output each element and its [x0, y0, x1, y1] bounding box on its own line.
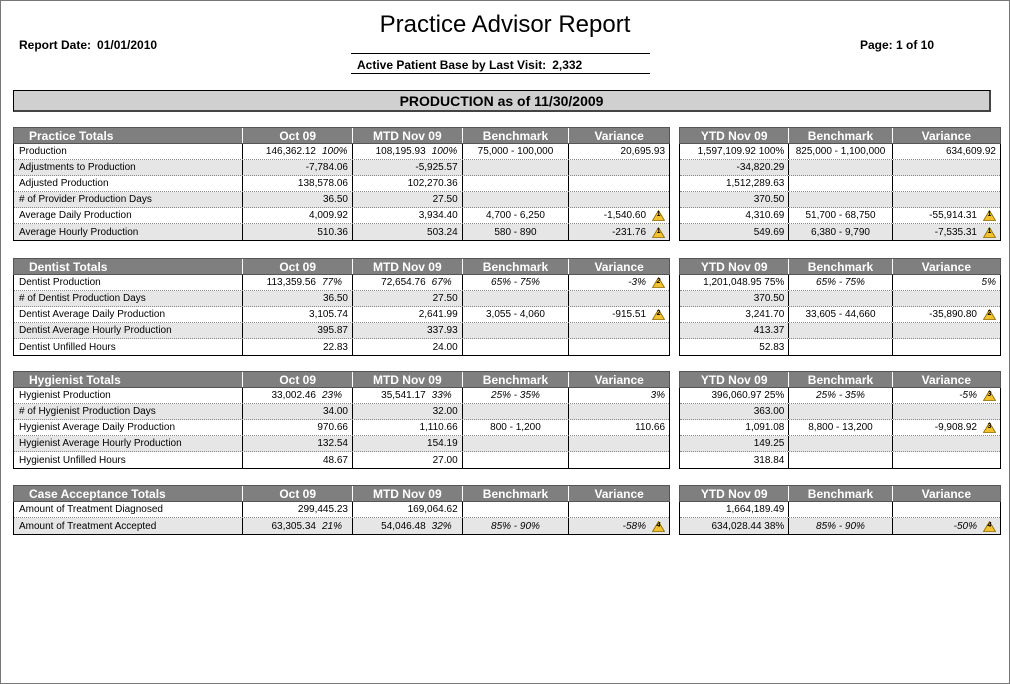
cell-ytd: 370.50	[680, 291, 789, 306]
col-ytd-benchmark: Benchmark	[789, 486, 892, 501]
section-body	[13, 275, 670, 356]
cell-mtd: 503.24	[353, 224, 463, 240]
warning-level-icon: 1	[652, 227, 665, 238]
cell-oct: 48.67	[243, 452, 353, 468]
cell-mtd: 2,641.99	[353, 307, 463, 322]
cell-benchmark	[463, 176, 570, 191]
col-ytd-variance: Variance	[921, 128, 972, 143]
section-table-left	[13, 258, 670, 356]
cell-benchmark: 580 - 890	[463, 224, 570, 240]
cell-oct: 22.83	[243, 339, 353, 355]
cell-ytd: 634,028.44 38%	[680, 518, 789, 534]
cell-ytd: 4,310.69	[680, 208, 789, 223]
cell-ytd-variance: 5%	[981, 277, 996, 288]
cell-ytd-benchmark	[789, 436, 892, 451]
col-variance: Variance	[594, 259, 644, 274]
section-header	[13, 371, 670, 388]
cell-ytd-variance	[893, 452, 1000, 468]
cell-ytd-variance: -35,890.80 2	[893, 307, 1000, 322]
cell-ytd-benchmark: 6,380 - 9,790	[789, 224, 892, 240]
cell-oct: 510.36	[243, 224, 353, 240]
col-benchmark: Benchmark	[463, 372, 570, 387]
table-row	[680, 518, 1000, 534]
col-ytd-benchmark: Benchmark	[789, 259, 892, 274]
table-row	[680, 224, 1000, 240]
cell-ytd-benchmark	[789, 339, 892, 355]
table-row	[680, 307, 1000, 323]
cell-benchmark: 75,000 - 100,000	[463, 144, 570, 159]
section-header	[13, 258, 670, 275]
cell-variance	[569, 452, 669, 468]
cell-ytd: 396,060.97 25%	[680, 388, 789, 403]
cell-mtd: 32.00	[353, 404, 463, 419]
table-row	[680, 291, 1000, 307]
col-benchmark: Benchmark	[463, 128, 570, 143]
section-title: Dentist Totals	[14, 259, 243, 274]
section-table-left	[13, 127, 670, 241]
col-mtd: MTD Nov 09	[353, 259, 463, 274]
row-label: Average Daily Production	[14, 208, 243, 223]
cell-mtd: -5,925.57	[353, 160, 463, 175]
section-header	[13, 485, 670, 502]
cell-ytd-variance	[893, 404, 1000, 419]
col-variance: Variance	[594, 128, 644, 143]
col-ytd-variance: Variance	[921, 259, 972, 274]
cell-mtd: 154.19	[353, 436, 463, 451]
cell-oct: -7,784.06	[243, 160, 353, 175]
cell-benchmark	[463, 160, 570, 175]
cell-ytd: -34,820.29	[680, 160, 789, 175]
col-ytd: YTD Nov 09	[680, 486, 789, 501]
cell-ytd-benchmark	[789, 323, 892, 338]
table-row	[680, 192, 1000, 208]
table-row	[14, 502, 669, 518]
col-ytd-variance: Variance	[921, 486, 972, 501]
section-body	[13, 502, 670, 535]
cell-oct: 138,578.06	[243, 176, 353, 191]
cell-oct: 299,445.23	[243, 502, 353, 517]
cell-mtd: 1,110.66	[353, 420, 463, 435]
cell-ytd-benchmark: 33,605 - 44,660	[789, 307, 892, 322]
row-label: # of Hygienist Production Days	[14, 404, 243, 419]
cell-oct: 36.50	[243, 291, 353, 306]
warning-level-icon: 3	[983, 390, 996, 401]
cell-ytd: 549.69	[680, 224, 789, 240]
col-ytd-variance: Variance	[921, 372, 972, 387]
warning-level-icon: 3	[983, 422, 996, 433]
table-row	[14, 339, 669, 355]
report-date	[19, 38, 157, 52]
cell-benchmark	[463, 323, 570, 338]
table-row	[14, 176, 669, 192]
row-label: Dentist Average Daily Production	[14, 307, 243, 322]
col-oct: Oct 09	[243, 486, 353, 501]
col-ytd-benchmark: Benchmark	[789, 372, 892, 387]
cell-variance: 20,695.93	[620, 146, 666, 157]
cell-ytd-variance	[893, 323, 1000, 338]
cell-oct: 132.54	[243, 436, 353, 451]
cell-benchmark	[463, 192, 570, 207]
cell-ytd-variance	[893, 160, 1000, 175]
cell-ytd: 318.84	[680, 452, 789, 468]
row-label: Hygienist Unfilled Hours	[14, 452, 243, 468]
cell-oct: 63,305.34 21%	[243, 518, 353, 534]
table-row	[14, 291, 669, 307]
cell-ytd: 52.83	[680, 339, 789, 355]
cell-ytd: 1,201,048.95 75%	[680, 275, 789, 290]
col-ytd: YTD Nov 09	[680, 259, 789, 274]
cell-ytd-benchmark	[789, 291, 892, 306]
section-table-right	[679, 127, 1001, 241]
section-header-ytd	[679, 127, 1001, 144]
warning-level-icon: 4	[652, 521, 665, 532]
active-patient-label: Active Patient Base by Last Visit:	[357, 58, 547, 72]
cell-mtd: 337.93	[353, 323, 463, 338]
row-label: Hygienist Average Daily Production	[14, 420, 243, 435]
row-label: Average Hourly Production	[14, 224, 243, 240]
cell-ytd: 363.00	[680, 404, 789, 419]
warning-level-icon: 1	[983, 210, 996, 221]
cell-oct: 3,105.74	[243, 307, 353, 322]
cell-ytd-variance	[893, 436, 1000, 451]
cell-mtd: 54,046.48 32%	[353, 518, 463, 534]
cell-ytd: 1,664,189.49	[680, 502, 789, 517]
cell-ytd: 1,597,109.92 100%	[680, 144, 789, 159]
table-row	[680, 420, 1000, 436]
col-oct: Oct 09	[243, 259, 353, 274]
cell-variance: -58% 4	[569, 518, 669, 534]
cell-ytd: 1,512,289.63	[680, 176, 789, 191]
cell-oct: 146,362.12 100%	[243, 144, 353, 159]
cell-ytd-variance	[893, 339, 1000, 355]
cell-variance: -1,540.60 1	[569, 208, 669, 223]
section-title: Case Acceptance Totals	[14, 486, 243, 501]
table-row	[680, 404, 1000, 420]
cell-mtd: 24.00	[353, 339, 463, 355]
cell-variance: -3% 2	[569, 275, 669, 290]
cell-ytd-variance: -55,914.31 1	[893, 208, 1000, 223]
cell-oct: 4,009.92	[243, 208, 353, 223]
table-row	[14, 192, 669, 208]
col-mtd: MTD Nov 09	[353, 372, 463, 387]
cell-benchmark: 25% - 35%	[463, 388, 570, 403]
cell-mtd: 27.50	[353, 291, 463, 306]
cell-benchmark	[463, 291, 570, 306]
cell-oct: 36.50	[243, 192, 353, 207]
cell-benchmark	[463, 502, 570, 517]
cell-ytd-benchmark	[789, 176, 892, 191]
cell-ytd-benchmark: 65% - 75%	[789, 275, 892, 290]
report-title: Practice Advisor Report	[379, 11, 631, 38]
table-row	[680, 339, 1000, 355]
col-oct: Oct 09	[243, 372, 353, 387]
table-row	[14, 208, 669, 224]
cell-variance: 3%	[650, 390, 666, 401]
report-date-label: Report Date:	[19, 38, 92, 52]
cell-benchmark	[463, 436, 570, 451]
section-body-ytd	[679, 144, 1001, 241]
cell-ytd-benchmark	[789, 452, 892, 468]
cell-mtd: 3,934.40	[353, 208, 463, 223]
cell-mtd: 169,064.62	[353, 502, 463, 517]
cell-ytd: 1,091.08	[680, 420, 789, 435]
col-ytd-benchmark: Benchmark	[789, 128, 892, 143]
section-body-ytd	[679, 275, 1001, 356]
cell-variance: -231.76 1	[569, 224, 669, 240]
warning-level-icon: 1	[652, 210, 665, 221]
cell-variance	[569, 436, 669, 451]
table-row	[680, 160, 1000, 176]
cell-ytd-variance	[893, 291, 1000, 306]
section-table-right	[679, 485, 1001, 535]
table-row	[14, 224, 669, 240]
cell-ytd-benchmark: 25% - 35%	[789, 388, 892, 403]
section-body	[13, 144, 670, 241]
warning-level-icon: 2	[652, 309, 665, 320]
warning-level-icon: 1	[983, 227, 996, 238]
cell-variance	[569, 339, 669, 355]
report-date-value: 01/01/2010	[97, 38, 158, 52]
cell-ytd-benchmark	[789, 160, 892, 175]
cell-benchmark: 3,055 - 4,060	[463, 307, 570, 322]
cell-oct: 970.66	[243, 420, 353, 435]
table-row	[14, 420, 669, 436]
col-mtd: MTD Nov 09	[353, 486, 463, 501]
cell-mtd: 27.00	[353, 452, 463, 468]
cell-ytd: 413.37	[680, 323, 789, 338]
table-row	[680, 144, 1000, 160]
production-banner: PRODUCTION as of 11/30/2009	[13, 90, 991, 112]
table-row	[14, 404, 669, 420]
table-row	[680, 388, 1000, 404]
cell-oct: 33,002.46 23%	[243, 388, 353, 403]
cell-oct: 395.87	[243, 323, 353, 338]
row-label: Dentist Unfilled Hours	[14, 339, 243, 355]
section-header-ytd	[679, 371, 1001, 388]
cell-ytd: 3,241.70	[680, 307, 789, 322]
table-row	[14, 388, 669, 404]
row-label: Hygienist Average Hourly Production	[14, 436, 243, 451]
section-table-right	[679, 371, 1001, 469]
section-body-ytd	[679, 388, 1001, 469]
cell-mtd: 108,195.93 100%	[353, 144, 463, 159]
cell-variance	[569, 291, 669, 306]
section-table-left	[13, 485, 670, 535]
cell-variance	[569, 192, 669, 207]
cell-mtd: 27.50	[353, 192, 463, 207]
section-body	[13, 388, 670, 469]
page-indicator: Page: 1 of 10	[860, 38, 935, 52]
cell-ytd-benchmark: 8,800 - 13,200	[789, 420, 892, 435]
section-table-right	[679, 258, 1001, 356]
cell-ytd: 149.25	[680, 436, 789, 451]
table-row	[680, 275, 1000, 291]
cell-benchmark: 800 - 1,200	[463, 420, 570, 435]
table-row	[680, 208, 1000, 224]
cell-mtd: 35,541.17 33%	[353, 388, 463, 403]
cell-mtd: 102,270.36	[353, 176, 463, 191]
row-label: Adjustments to Production	[14, 160, 243, 175]
warning-level-icon: 2	[983, 309, 996, 320]
active-patient-base	[351, 53, 650, 74]
warning-level-icon: 4	[983, 521, 996, 532]
cell-variance	[569, 502, 669, 517]
cell-benchmark	[463, 452, 570, 468]
col-oct: Oct 09	[243, 128, 353, 143]
table-row	[14, 144, 669, 160]
cell-variance	[569, 404, 669, 419]
cell-oct: 34.00	[243, 404, 353, 419]
row-label: Production	[14, 144, 243, 159]
cell-ytd-variance: -7,535.31 1	[893, 224, 1000, 240]
cell-variance	[569, 323, 669, 338]
col-benchmark: Benchmark	[463, 486, 570, 501]
section-header-ytd	[679, 258, 1001, 275]
warning-level-icon: 2	[652, 277, 665, 288]
col-ytd: YTD Nov 09	[680, 128, 789, 143]
cell-variance: 110.66	[635, 422, 666, 433]
col-mtd: MTD Nov 09	[353, 128, 463, 143]
cell-benchmark: 4,700 - 6,250	[463, 208, 570, 223]
col-benchmark: Benchmark	[463, 259, 570, 274]
cell-ytd-benchmark: 85% - 90%	[789, 518, 892, 534]
section-title: Hygienist Totals	[14, 372, 243, 387]
cell-ytd-benchmark: 51,700 - 68,750	[789, 208, 892, 223]
table-row	[14, 307, 669, 323]
section-table-left	[13, 371, 670, 469]
row-label: Adjusted Production	[14, 176, 243, 191]
cell-ytd-variance	[893, 502, 1000, 517]
section-body-ytd	[679, 502, 1001, 535]
table-row	[680, 436, 1000, 452]
section-title: Practice Totals	[14, 128, 243, 143]
row-label: Amount of Treatment Diagnosed	[14, 502, 243, 517]
section-header-ytd	[679, 485, 1001, 502]
table-row	[680, 502, 1000, 518]
table-row	[680, 176, 1000, 192]
cell-ytd-benchmark	[789, 502, 892, 517]
cell-benchmark	[463, 404, 570, 419]
table-row	[14, 275, 669, 291]
cell-ytd-benchmark	[789, 192, 892, 207]
col-ytd: YTD Nov 09	[680, 372, 789, 387]
row-label: Amount of Treatment Accepted	[14, 518, 243, 534]
row-label: Dentist Average Hourly Production	[14, 323, 243, 338]
cell-variance: -915.51 2	[569, 307, 669, 322]
row-label: Dentist Production	[14, 275, 243, 290]
cell-variance	[569, 160, 669, 175]
cell-benchmark: 65% - 75%	[463, 275, 570, 290]
cell-variance	[569, 176, 669, 191]
cell-ytd-benchmark	[789, 404, 892, 419]
table-row	[14, 518, 669, 534]
cell-ytd-variance: -9,908.92 3	[893, 420, 1000, 435]
row-label: # of Provider Production Days	[14, 192, 243, 207]
col-variance: Variance	[594, 372, 644, 387]
cell-ytd-variance: 634,609.92	[945, 146, 996, 157]
table-row	[14, 452, 669, 468]
cell-ytd-variance	[893, 192, 1000, 207]
table-row	[14, 436, 669, 452]
table-row	[14, 323, 669, 339]
row-label: Hygienist Production	[14, 388, 243, 403]
table-row	[680, 452, 1000, 468]
section-header	[13, 127, 670, 144]
cell-ytd-benchmark: 825,000 - 1,100,000	[789, 144, 892, 159]
cell-ytd-variance: -50% 4	[893, 518, 1000, 534]
table-row	[680, 323, 1000, 339]
cell-benchmark	[463, 339, 570, 355]
cell-ytd: 370.50	[680, 192, 789, 207]
table-row	[14, 160, 669, 176]
active-patient-value: 2,332	[552, 58, 583, 72]
row-label: # of Dentist Production Days	[14, 291, 243, 306]
cell-ytd-variance	[893, 176, 1000, 191]
cell-benchmark: 85% - 90%	[463, 518, 570, 534]
cell-mtd: 72,654.76 67%	[353, 275, 463, 290]
cell-ytd-variance: -5% 3	[893, 388, 1000, 403]
col-variance: Variance	[594, 486, 644, 501]
cell-oct: 113,359.56 77%	[243, 275, 353, 290]
